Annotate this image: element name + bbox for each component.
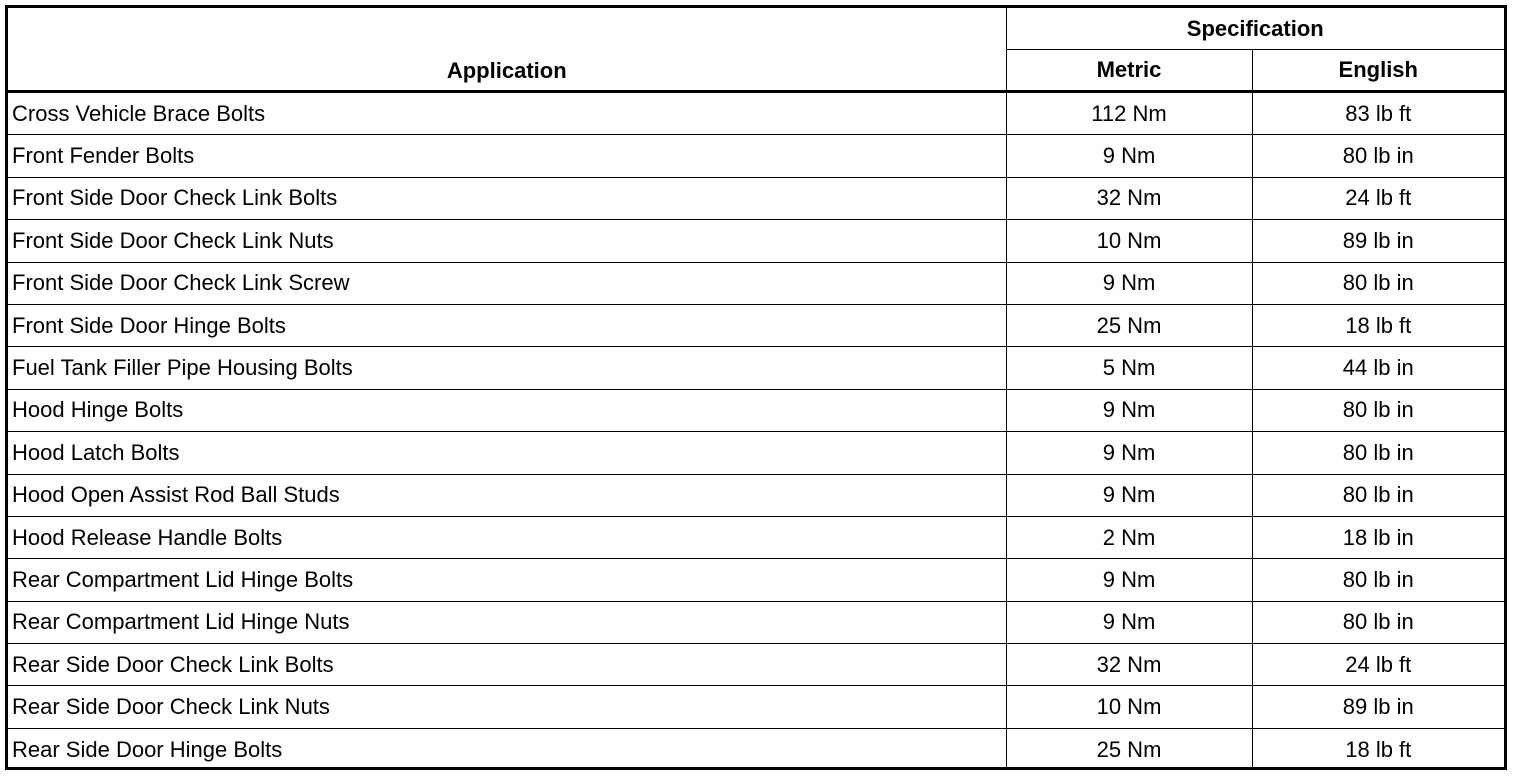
- table-row: [8, 601, 1504, 643]
- application-cell: Hood Hinge Bolts: [8, 389, 1006, 431]
- metric-cell: 25 Nm: [1006, 304, 1252, 346]
- english-cell: 80 lb in: [1252, 474, 1504, 516]
- application-cell: Hood Latch Bolts: [8, 432, 1006, 474]
- metric-cell: 9 Nm: [1006, 262, 1252, 304]
- metric-cell: 10 Nm: [1006, 220, 1252, 262]
- application-cell: Rear Compartment Lid Hinge Bolts: [8, 559, 1006, 601]
- english-cell: 80 lb in: [1252, 432, 1504, 474]
- metric-cell: 25 Nm: [1006, 728, 1252, 770]
- application-cell: Hood Release Handle Bolts: [8, 516, 1006, 558]
- english-cell: 80 lb in: [1252, 135, 1504, 177]
- header-row-1: [8, 8, 1504, 50]
- table-header: [8, 8, 1504, 92]
- english-cell: 83 lb ft: [1252, 92, 1504, 135]
- table-row: [8, 92, 1504, 135]
- application-cell: Rear Side Door Hinge Bolts: [8, 728, 1006, 770]
- table-row: [8, 559, 1504, 601]
- english-cell: 80 lb in: [1252, 262, 1504, 304]
- table-row: [8, 644, 1504, 686]
- metric-cell: 9 Nm: [1006, 474, 1252, 516]
- torque-spec-table: [8, 8, 1504, 770]
- application-cell: Front Fender Bolts: [8, 135, 1006, 177]
- english-cell: 18 lb in: [1252, 516, 1504, 558]
- english-cell: 80 lb in: [1252, 389, 1504, 431]
- application-cell: Front Side Door Check Link Screw: [8, 262, 1006, 304]
- english-cell: 24 lb ft: [1252, 644, 1504, 686]
- metric-cell: 112 Nm: [1006, 92, 1252, 135]
- application-cell: Rear Compartment Lid Hinge Nuts: [8, 601, 1006, 643]
- application-cell: Hood Open Assist Rod Ball Studs: [8, 474, 1006, 516]
- application-cell: Rear Side Door Check Link Nuts: [8, 686, 1006, 728]
- english-cell: 80 lb in: [1252, 601, 1504, 643]
- application-cell: Rear Side Door Check Link Bolts: [8, 644, 1006, 686]
- application-header: Application: [8, 8, 1006, 92]
- table-row: [8, 262, 1504, 304]
- metric-cell: 9 Nm: [1006, 601, 1252, 643]
- table-row: [8, 347, 1504, 389]
- table-row: [8, 728, 1504, 770]
- table-row: [8, 474, 1504, 516]
- table-row: [8, 432, 1504, 474]
- application-cell: Cross Vehicle Brace Bolts: [8, 92, 1006, 135]
- metric-cell: 10 Nm: [1006, 686, 1252, 728]
- application-cell: Front Side Door Check Link Bolts: [8, 177, 1006, 219]
- metric-cell: 32 Nm: [1006, 177, 1252, 219]
- english-cell: 89 lb in: [1252, 686, 1504, 728]
- torque-spec-table-container: [5, 5, 1507, 770]
- metric-cell: 9 Nm: [1006, 135, 1252, 177]
- table-body: [8, 92, 1504, 771]
- english-cell: 80 lb in: [1252, 559, 1504, 601]
- english-cell: 18 lb ft: [1252, 728, 1504, 770]
- metric-cell: 9 Nm: [1006, 432, 1252, 474]
- application-cell: Front Side Door Check Link Nuts: [8, 220, 1006, 262]
- metric-cell: 2 Nm: [1006, 516, 1252, 558]
- metric-cell: 9 Nm: [1006, 389, 1252, 431]
- table-row: [8, 686, 1504, 728]
- english-cell: 18 lb ft: [1252, 304, 1504, 346]
- specification-header: Specification: [1006, 8, 1504, 50]
- table-row: [8, 177, 1504, 219]
- application-cell: Front Side Door Hinge Bolts: [8, 304, 1006, 346]
- table-row: [8, 304, 1504, 346]
- table-row: [8, 135, 1504, 177]
- metric-cell: 5 Nm: [1006, 347, 1252, 389]
- application-cell: Fuel Tank Filler Pipe Housing Bolts: [8, 347, 1006, 389]
- english-cell: 44 lb in: [1252, 347, 1504, 389]
- metric-cell: 32 Nm: [1006, 644, 1252, 686]
- metric-cell: 9 Nm: [1006, 559, 1252, 601]
- english-header: English: [1252, 50, 1504, 92]
- english-cell: 89 lb in: [1252, 220, 1504, 262]
- table-row: [8, 389, 1504, 431]
- english-cell: 24 lb ft: [1252, 177, 1504, 219]
- table-row: [8, 220, 1504, 262]
- table-row: [8, 516, 1504, 558]
- metric-header: Metric: [1006, 50, 1252, 92]
